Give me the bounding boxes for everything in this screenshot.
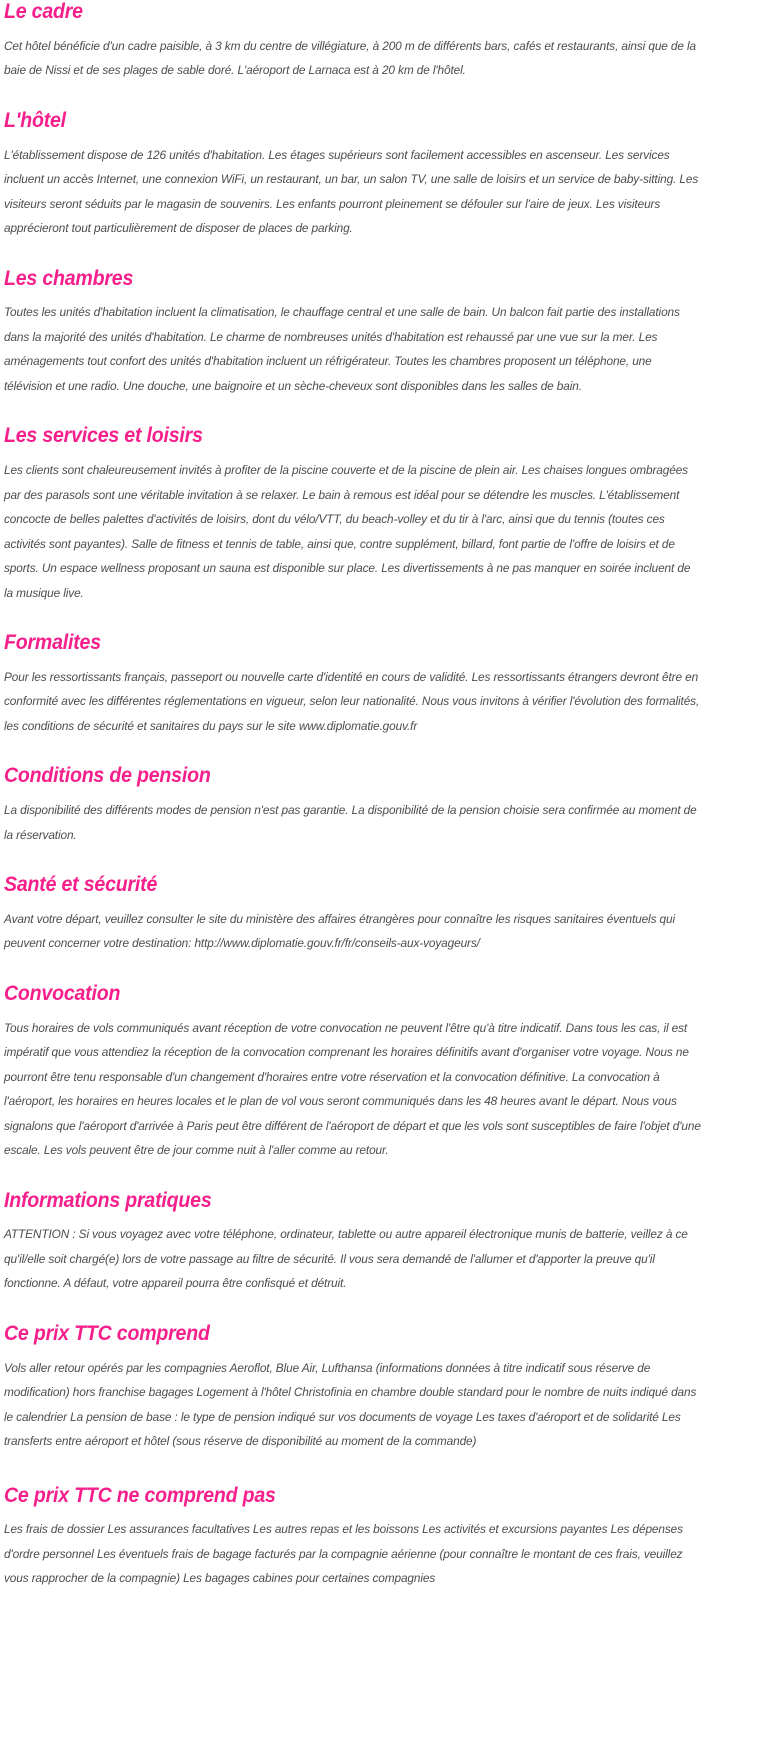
section-heading: Les services et loisirs xyxy=(4,424,203,448)
section-heading: Ce prix TTC ne comprend pas xyxy=(4,1483,276,1507)
section-heading: L'hôtel xyxy=(4,108,66,132)
section-heading: Informations pratiques xyxy=(4,1188,212,1212)
section-paragraph: Vols aller retour opérés par les compagnies Aeroflot, Blue Air, Lufthansa (informations données à titre indicatif sous réserve de modification) hors franchise bagages Logement à l'hôtel Christofinia en chambre double standard pour le nombre de nuits indiqué dans le calendrier La pension de base : le type de pension indiqué sur vos documents de voyage Les taxes d'aéroport et de solidarité Les transferts entre aéroport et hôtel (sous réserve de disponibilité au moment de la commande) xyxy=(4,1360,697,1449)
section-formalites xyxy=(4,631,702,738)
section-les-chambres xyxy=(4,267,702,399)
section-le-cadre xyxy=(4,0,702,83)
section-paragraph: ATTENTION : Si vous voyagez avec votre téléphone, ordinateur, tablette ou autre appareil électronique munis de batterie, veillez à ce qu'il/elle soit chargé(e) lors de votre passage au filtre de sécurité. Il vous sera demandé de l'allumer et d'apporter la preuve qu'il fonctionne. A défaut, votre appareil pourra être confisqué et détruit. xyxy=(4,1227,688,1291)
section-paragraph: Avant votre départ, veuillez consulter le site du ministère des affaires étrangères pour connaître les risques sanitaires éventuels qui peuvent concerner votre destination: http://www.diplomatie.gouv.fr/fr/conseils-aux-voyageurs/ xyxy=(4,911,676,951)
section-paragraph: Pour les ressortissants français, passeport ou nouvelle carte d'identité en cours de validité. Les ressortissants étrangers devront être en conformité avec les différentes réglementations en vigueur, selon leur nationalité. Nous vous invitons à vérifier l'évolution des formalités, les conditions de sécurité et sanitaires du pays sur le site www.diplomatie.gouv.fr xyxy=(4,669,700,733)
section-sante-et-securite xyxy=(4,873,702,956)
section-paragraph: Les clients sont chaleureusement invités à profiter de la piscine couverte et de la piscine de plein air. Les chaises longues ombragées par des parasols sont une véritable invitation à se relaxer. Le bain à remous est idéal pour se détendre les muscles. L'établissement concocte de belles palettes d'activités de loisirs, dont du vélo/VTT, du beach-volley et du tir à l'arc, ainsi que du tennis (toutes ces activités sont payantes). Salle de fitness et tennis de table, ainsi que, contre supplément, billard, font partie de l'offre de loisirs et de sports. Un espace wellness proposant un sauna est disponible sur place. Les divertissements à ne pas manquer en soirée incluent de la musique live. xyxy=(4,463,691,600)
section-heading: Le cadre xyxy=(4,0,83,23)
section-paragraph: Tous horaires de vols communiqués avant réception de votre convocation ne peuvent l'être qu'à titre indicatif. Dans tous les cas, il est impératif que vous attendiez la réception de la convocation comprenant les horaires définitifs avant d'organiser votre voyage. Nous ne pourront être tenu responsable d'un changement d'horaires entre votre réservation et la convocation définitive. La convocation à l'aéroport, les horaires en heures locales et le plan de vol vous seront communiqués dans les 48 heures avant le départ. Nous vous signalons que l'aéroport d'arrivée à Paris peut être différent de l'aéroport de départ et que les vols sont susceptibles de faire l'objet d'une escale. Les vols peuvent être de jour comme nuit à l'aller comme au retour. xyxy=(4,1020,701,1158)
section-paragraph: Les frais de dossier Les assurances facultatives Les autres repas et les boissons Les activités et excursions payantes Les dépenses d'ordre personnel Les éventuels frais de bagage facturés par la compagnie aérienne (pour connaître le montant de ces frais, veuillez vous rapprocher de la compagnie) Les bagages cabines pour certaines compagnies xyxy=(4,1522,683,1586)
section-l-hotel xyxy=(4,109,702,241)
section-les-services-et-loisirs xyxy=(4,424,702,605)
section-heading: Formalites xyxy=(4,631,101,655)
section-ce-prix-ttc-comprend xyxy=(4,1322,702,1454)
section-ce-prix-ttc-ne-comprend-pas xyxy=(4,1484,702,1591)
section-heading: Convocation xyxy=(4,981,121,1005)
section-heading: Les chambres xyxy=(4,266,134,290)
section-paragraph: La disponibilité des différents modes de pension n'est pas garantie. La disponibilité de la pension choisie sera confirmée au moment de la réservation. xyxy=(4,803,697,842)
section-conditions-de-pension xyxy=(4,764,702,847)
section-heading: Conditions de pension xyxy=(4,764,211,788)
section-informations-pratiques xyxy=(4,1189,702,1296)
section-paragraph: Toutes les unités d'habitation incluent la climatisation, le chauffage central et une salle de bain. Un balcon fait partie des installations dans la majorité des unités d'habitation. Le charme de nombreuses unités d'habitation est rehaussé par une vue sur la mer. Les aménagements tout confort des unités d'habitation incluent un réfrigérateur. Toutes les chambres proposent un téléphone, une télévision et une radio. Une douche, une baignoire et un sèche-cheveux sont disponibles dans les salles de bain. xyxy=(4,305,680,393)
section-heading: Santé et sécurité xyxy=(4,873,158,897)
section-paragraph: L'établissement dispose de 126 unités d'habitation. Les étages supérieurs sont facilement accessibles en ascenseur. Les services incluent un accès Internet, une connexion WiFi, un restaurant, un bar, un salon TV, une salle de loisirs et un service de baby-sitting. Les visiteurs seront séduits par le magasin de souvenirs. Les enfants pourront pleinement se défouler sur l'aire de jeux. Les visiteurs apprécieront tout particulièrement de disposer de places de parking. xyxy=(4,147,699,236)
section-heading: Ce prix TTC comprend xyxy=(4,1321,210,1345)
section-paragraph: Cet hôtel bénéficie d'un cadre paisible, à 3 km du centre de villégiature, à 200 m de différents bars, cafés et restaurants, ainsi que de la baie de Nissi et de ses plages de sable doré. L'aéroport de Larnaca est à 20 km de l'hôtel. xyxy=(4,38,697,78)
section-convocation xyxy=(4,982,702,1163)
